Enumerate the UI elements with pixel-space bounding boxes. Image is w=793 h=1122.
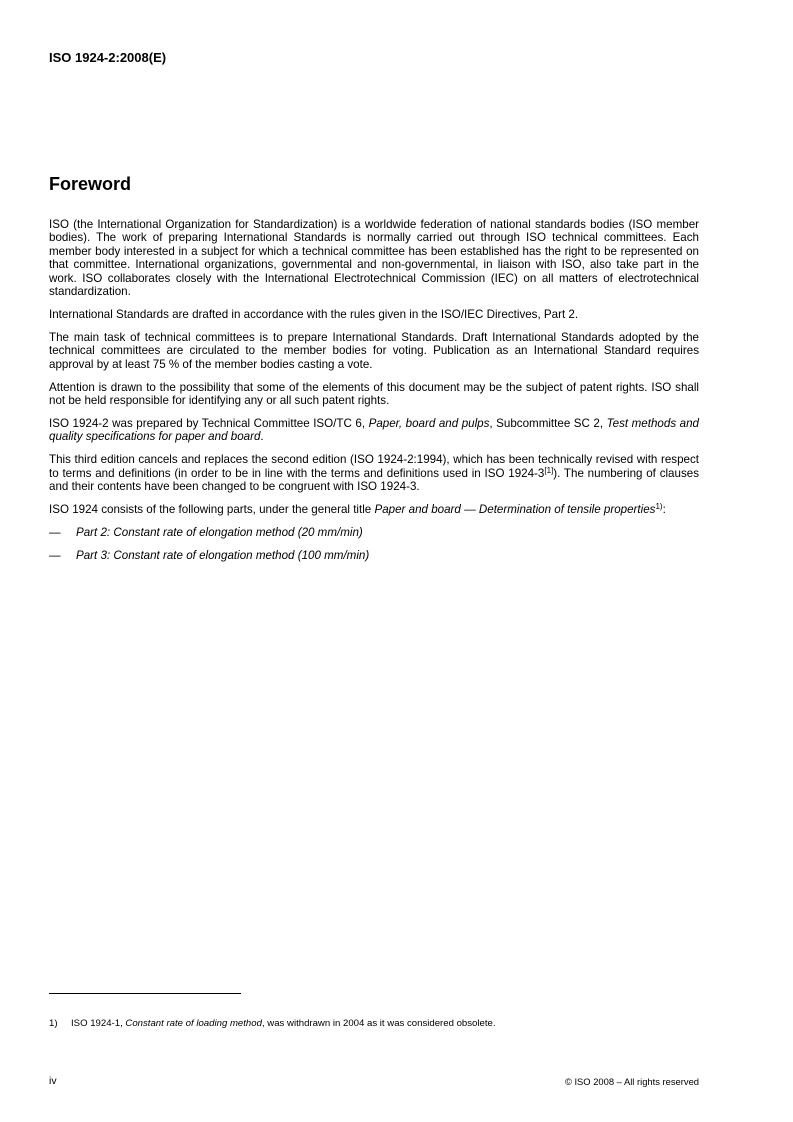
foreword-heading: Foreword [49,174,132,194]
footnote-reference: 1) [655,501,663,511]
bibliography-reference: [1] [544,465,554,475]
parts-intro-colon: : [662,502,666,516]
copyright-notice: © ISO 2008 – All rights reserved [564,1076,699,1087]
part-2-title: Part 2: Constant rate of elongation method (20 mm/min) [76,525,363,539]
paragraph-edition [49,453,699,493]
paragraph-main-task: The main task of technical committees is to prepare International Standards. Draft International Standards adopted by the technical committees are circulated to the member bodies for voting. Publication as an International Standard requires approval by at least 75 % of the member bodies casting a vote. [49,330,699,371]
paragraph-directives: International Standards are drafted in accordance with the rules given in the ISO/IEC Directives, Part 2. [49,307,579,321]
parts-intro-text: ISO 1924 consists of the following parts, under the general title [49,502,375,516]
list-dash: — [49,525,61,539]
list-dash: — [49,548,61,562]
paragraph-iso-intro: ISO (the International Organization for Standardization) is a worldwide federation of national standards bodies (ISO member bodies). The work of preparing International Standards is normally carried out through ISO technical committees. Each member body interested in a subject for which a technical committee has been established has the right to be represented on that committee. International organizations, governmental and non-governmental, in liaison with ISO, also take part in the work. ISO collaborates closely with the International Electrotechnical Commission (IEC) on all matters of electrotechnical standardization. [49,218,699,299]
footnote-text-2: , was withdrawn in 2004 as it was considered obsolete. [261,1018,496,1029]
footnote-text: ISO 1924-1, [71,1018,126,1029]
document-id-header: ISO 1924-2:2008(E) [49,50,167,65]
footnote-divider [49,993,241,994]
edition-text: This third edition cancels and replaces the second edition (ISO 1924-2:1994), which has been technically revised with respect to terms and definitions (in order to be in line with the terms and definitions used in ISO 1924-3 [49,453,699,480]
part-3-title: Part 3: Constant rate of elongation method (100 mm/min) [76,548,370,562]
prepared-by-text-2: , Subcommittee SC 2, [489,416,607,430]
subcommittee-title: Test methods and quality specifications for paper and board [49,416,699,444]
foreword-body [49,218,699,572]
footnote-number: 1) [49,1018,58,1029]
footnote [49,1018,699,1029]
paragraph-parts [49,503,699,516]
prepared-by-text-3: . [260,430,264,444]
prepared-by-text: ISO 1924-2 was prepared by Technical Committee ISO/TC 6, [49,416,369,430]
paragraph-patent-rights: Attention is drawn to the possibility that some of the elements of this document may be the subject of patent rights. ISO shall not be held responsible for identifying any or all such patent rights. [49,380,699,407]
paragraph-prepared-by [49,417,699,444]
committee-title: Paper, board and pulps [368,416,490,430]
list-item-part-2 [49,526,699,539]
footnote-italic-title: Constant rate of loading method [125,1018,262,1029]
page-number: iv [49,1075,57,1087]
list-item-part-3 [49,549,699,562]
general-title: Paper and board — Determination of tensile properties [374,502,656,516]
edition-text-2: ). The numbering of clauses and their contents have been changed to be congruent with ISO 1924-3. [49,466,699,493]
